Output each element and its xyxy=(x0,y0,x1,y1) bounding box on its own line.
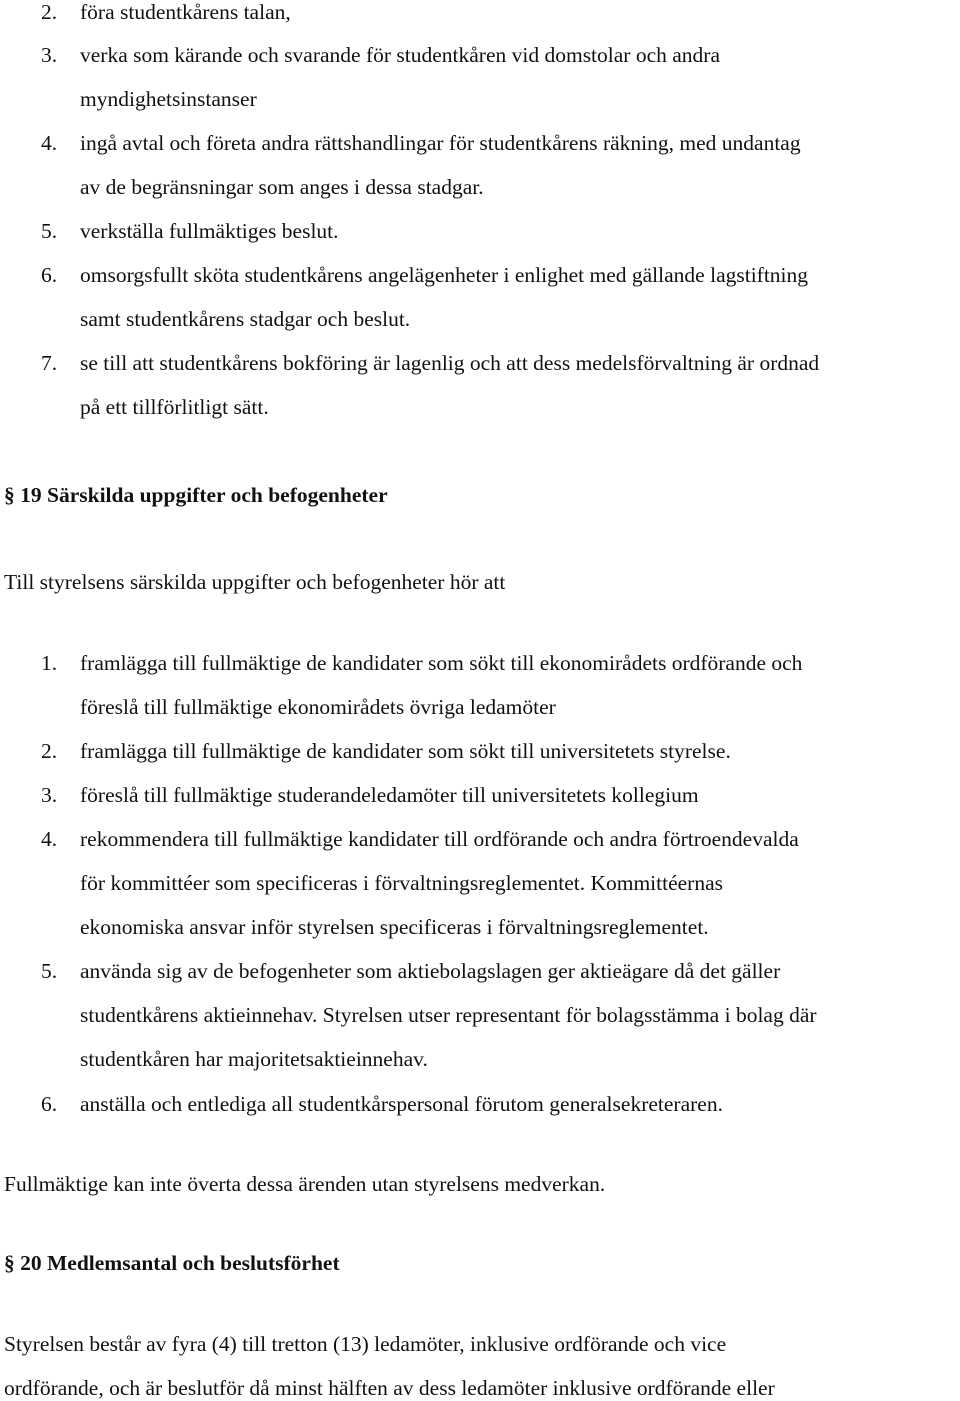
section-intro: Till styrelsens särskilda uppgifter och befogenheter hör att xyxy=(4,570,506,594)
section-heading: § 19 Särskilda uppgifter och befogenheter xyxy=(4,483,388,507)
closing-paragraph: Fullmäktige kan inte överta dessa ärenden utan styrelsens medverkan. xyxy=(4,1172,606,1196)
section-heading: § 20 Medlemsantal och beslutsförhet xyxy=(4,1251,340,1275)
